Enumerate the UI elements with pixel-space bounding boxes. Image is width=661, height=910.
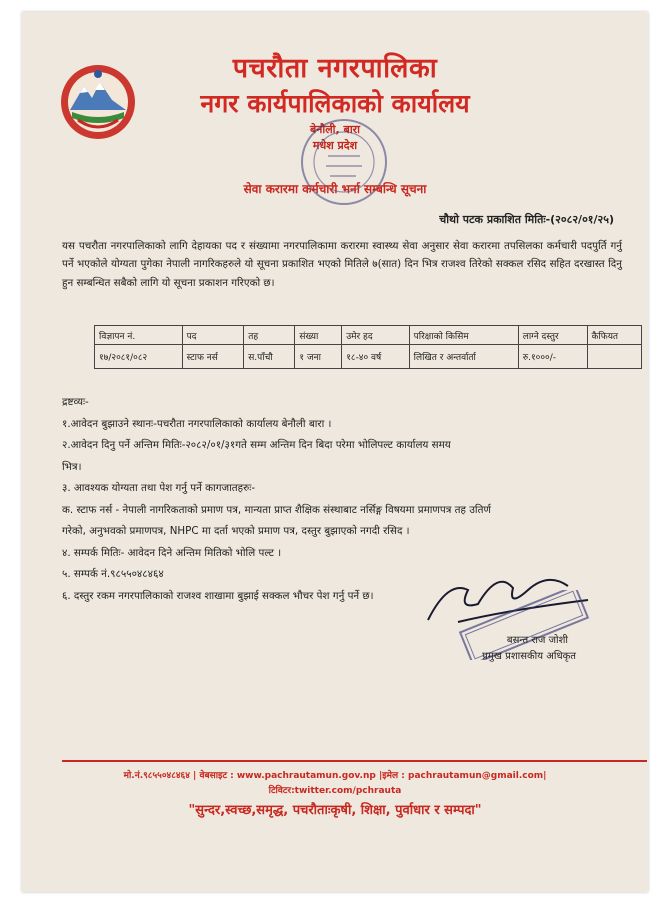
note-item: ३. आवश्यक योग्यता तथा पेश गर्नु पर्ने कागजातहरुः- xyxy=(62,482,256,494)
footer-contact: मो.नं.९८५५०४८४६४ | वेबसाइट : www.pachrautamun.gov.np |इमेल : pachrautamun@gmail.com| xyxy=(123,771,547,781)
notes-heading: द्रष्टव्यः- xyxy=(62,396,89,408)
footer-divider xyxy=(62,760,647,762)
table-header: पद xyxy=(182,326,244,345)
note-item: ६. दस्तुर रकम नगरपालिकाको राजश्व शाखामा बुझाई सक्कल भौचर पेश गर्नु पर्ने छ। xyxy=(62,589,374,602)
note-item: २.आवेदन दिनु पर्ने अन्तिम मितिः-२०८२/०१/३१गते सम्म अन्तिम दिन बिदा परेमा भोलिपल्ट कार्यालय समय xyxy=(62,439,451,451)
note-item: ५. सम्पर्क नं.९८५५०४८४६४ xyxy=(62,568,164,580)
footer-twitter: टिविटर:twitter.com/pchrauta xyxy=(268,786,402,796)
notice-paragraph: यस पचरौता नगरपालिकाको लागि देहायका पद र संख्यामा नगरपालिकामा करारमा स्वास्थ्य सेवा अनुसार सेवा करारमा तपसिलका कर्मचारी पदपुर्ति गर्नु पर्ने भएकोले योग्यता पुगेका नेपाली नागरिकहरुले यो सूचना प्रकाशित भएको मितिले ७(सात) दिन भित्र राजश्व तिरेको सक्कल रसिद सहित दरखास्त दिनु हुन सम्बन्धित सबैको लागि यो सूचना प्रकाशन गरिएको छ। xyxy=(62,240,622,289)
vacancy-table xyxy=(94,325,642,369)
table-header: परिक्षाको किसिम xyxy=(409,326,518,345)
note-item: ४. सम्पर्क मितिः- आवेदन दिने अन्तिम मितिको भोलि पल्ट । xyxy=(62,546,282,559)
table-header: विज्ञापन नं. xyxy=(95,326,183,345)
note-item: गरेको, अनुभवको प्रमाणपत्र, NHPC मा दर्ता भएको प्रमाण पत्र, दस्तुर बुझाएको नगदी रसिद । xyxy=(62,525,410,537)
table-header: संख्या xyxy=(295,326,342,345)
table-cell: स्टाफ नर्स xyxy=(182,345,244,369)
table-cell: १७/२०८१/०८२ xyxy=(95,345,183,369)
table-cell xyxy=(587,345,641,369)
office-name: नगर कार्यपालिकाको कार्यालय xyxy=(200,89,470,118)
footer-slogan: "सुन्दर,स्वच्छ,समृद्ध, पचरौताःकृषी, शिक्षा, पुर्वाधार र सम्पदा" xyxy=(188,803,482,818)
address-line-1: बेनौली, बारा xyxy=(309,123,361,136)
table-cell: लिखित र अन्तर्वार्ता xyxy=(409,345,518,369)
table-cell: रु.१०००/- xyxy=(518,345,587,369)
table-header: तह xyxy=(244,326,295,345)
table-header: उमेर हद xyxy=(342,326,409,345)
table-cell: स.पाँचौ xyxy=(244,345,295,369)
notice-subject: सेवा करारमा कर्मचारी भर्ना सम्बन्धि सूचना xyxy=(243,182,427,196)
publication-date: चौथो पटक प्रकाशित मितिः-(२०८२/०१/२५) xyxy=(439,213,614,226)
notice-paper xyxy=(22,12,648,892)
note-item: १.आवेदन बुझाउने स्थानः-पचरौता नगरपालिकाको कार्यालय बेनौली बारा । xyxy=(62,417,332,430)
signatory-title: प्रमुख प्रशासकीय अधिकृत xyxy=(482,651,576,662)
table-row xyxy=(95,345,642,369)
table-header-row xyxy=(95,326,642,345)
signatory-name: बसन्त राज जोशी xyxy=(506,635,568,646)
table-cell: १८-४० वर्ष xyxy=(342,345,409,369)
table-cell: १ जना xyxy=(295,345,342,369)
table-header: कैफियत xyxy=(587,326,641,345)
note-item: क. स्टाफ नर्स - नेपाली नागरिकताको प्रमाण पत्र, मान्यता प्राप्त शैक्षिक संस्थाबाट नर्सिङ्ग विषयमा प्रमाणपत्र तह उतिर्ण xyxy=(62,503,491,516)
note-item: भित्र। xyxy=(62,460,82,473)
table-header: लाग्ने दस्तुर xyxy=(518,326,587,345)
address-line-2: मधेश प्रदेश xyxy=(312,139,358,152)
municipality-name: पचरौता नगरपालिका xyxy=(232,53,438,84)
